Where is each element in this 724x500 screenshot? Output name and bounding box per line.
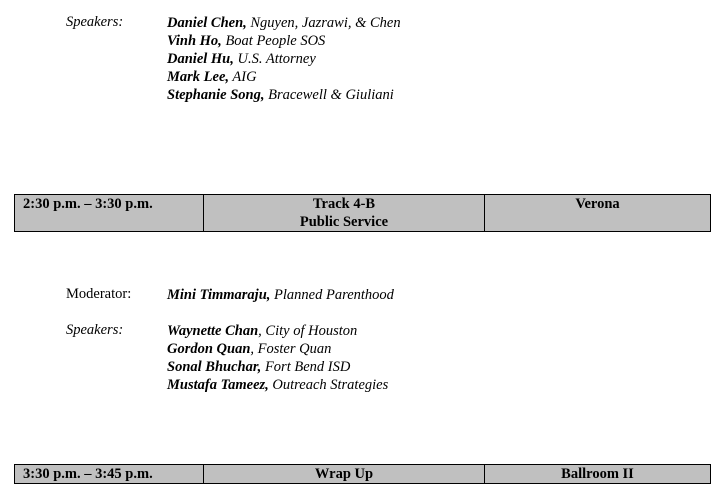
speaker-org: AIG (232, 69, 257, 85)
speaker-entry (167, 340, 331, 358)
moderator-entry (167, 286, 394, 304)
speaker-entry (167, 358, 350, 376)
moderator-name: Mini Timmaraju, (167, 287, 271, 303)
session-table-track-4b (14, 194, 711, 232)
speaker-name: Sonal Bhuchar, (167, 359, 262, 375)
session-table-wrap-up (14, 464, 711, 484)
speaker-name: Daniel Hu, (167, 51, 234, 67)
speaker-org: , Foster Quan (250, 341, 332, 357)
speaker-org: Outreach Strategies (272, 377, 389, 393)
speaker-entry (167, 14, 401, 32)
speaker-entry (167, 376, 388, 394)
speaker-name: Vinh Ho, (167, 33, 222, 49)
speakers-label: Speakers: (66, 322, 124, 338)
speaker-entry (167, 322, 357, 340)
speaker-org: Fort Bend ISD (264, 359, 351, 375)
speaker-org: Bracewell & Giuliani (268, 87, 394, 103)
speaker-name: Mustafa Tameez, (167, 377, 269, 393)
speaker-name: Stephanie Song, (167, 87, 265, 103)
speaker-entry (167, 86, 394, 104)
session-title: Wrap Up (204, 465, 485, 484)
session-time: 3:30 p.m. – 3:45 p.m. (15, 465, 204, 484)
session-time: 2:30 p.m. – 3:30 p.m. (15, 195, 204, 232)
speaker-entry (167, 32, 325, 50)
session-track-cell (204, 195, 485, 232)
session-row (15, 195, 711, 232)
speaker-name: Daniel Chen, (167, 15, 247, 31)
speaker-org: Boat People SOS (225, 33, 326, 49)
speaker-org: U.S. Attorney (237, 51, 316, 67)
session-row (15, 465, 711, 484)
speaker-entry (167, 50, 316, 68)
session-room: Verona (485, 195, 711, 232)
speaker-name: Gordon Quan (167, 341, 251, 357)
session-room: Ballroom II (485, 465, 711, 484)
moderator-label: Moderator: (66, 286, 132, 302)
moderator-org: Planned Parenthood (274, 287, 394, 303)
speaker-org: , City of Houston (258, 323, 358, 339)
speaker-entry (167, 68, 257, 86)
speaker-name: Waynette Chan (167, 323, 259, 339)
session-title: Public Service (299, 214, 389, 230)
speaker-org: Nguyen, Jazrawi, & Chen (250, 15, 401, 31)
session-track: Track 4-B (312, 196, 376, 212)
speakers-label: Speakers: (66, 14, 124, 30)
speaker-name: Mark Lee, (167, 69, 230, 85)
